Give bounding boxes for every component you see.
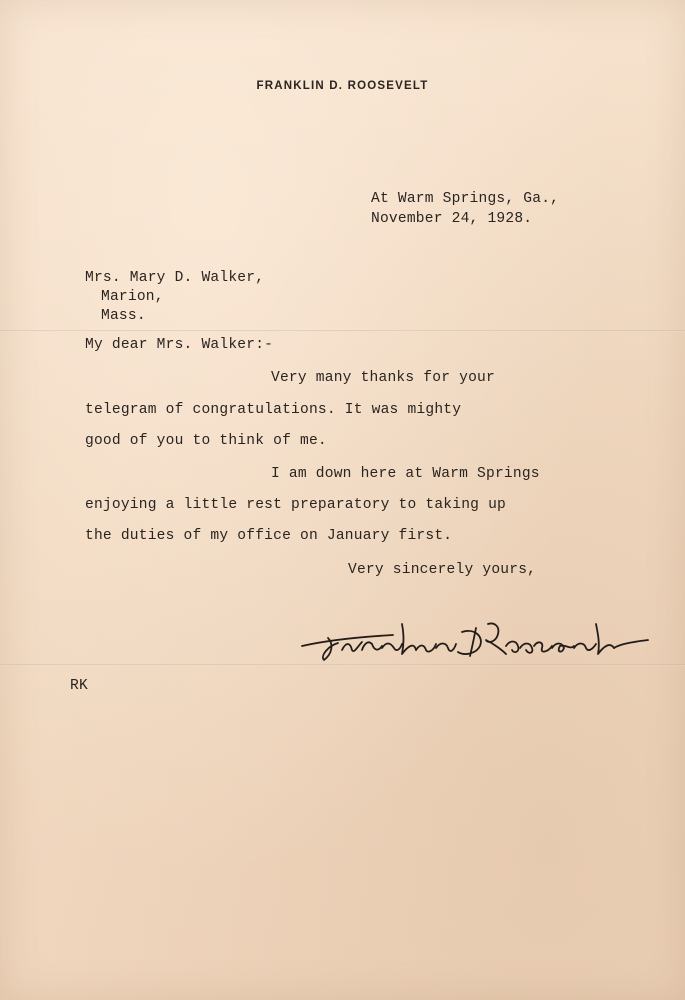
body-line: I am down here at Warm Springs: [271, 466, 540, 482]
date-line: November 24, 1928.: [371, 211, 533, 227]
recipient-city: Marion,: [101, 289, 164, 305]
body-line: good of you to think of me.: [85, 433, 327, 449]
handwritten-signature: [298, 610, 658, 670]
paper-fold-upper: [0, 330, 685, 332]
closing: Very sincerely yours,: [348, 562, 537, 578]
body-line: telegram of congratulations. It was mighty: [85, 402, 462, 418]
letterhead: FRANKLIN D. ROOSEVELT: [256, 80, 429, 92]
recipient-state: Mass.: [101, 308, 146, 324]
typist-initials: RK: [70, 678, 88, 694]
body-line: enjoying a little rest preparatory to taking up: [85, 497, 507, 513]
body-line: Very many thanks for your: [271, 370, 495, 386]
salutation: My dear Mrs. Walker:-: [85, 337, 274, 353]
body-line: the duties of my office on January first.: [85, 528, 453, 544]
place-line: At Warm Springs, Ga.,: [371, 191, 560, 207]
recipient-name: Mrs. Mary D. Walker,: [85, 270, 265, 286]
